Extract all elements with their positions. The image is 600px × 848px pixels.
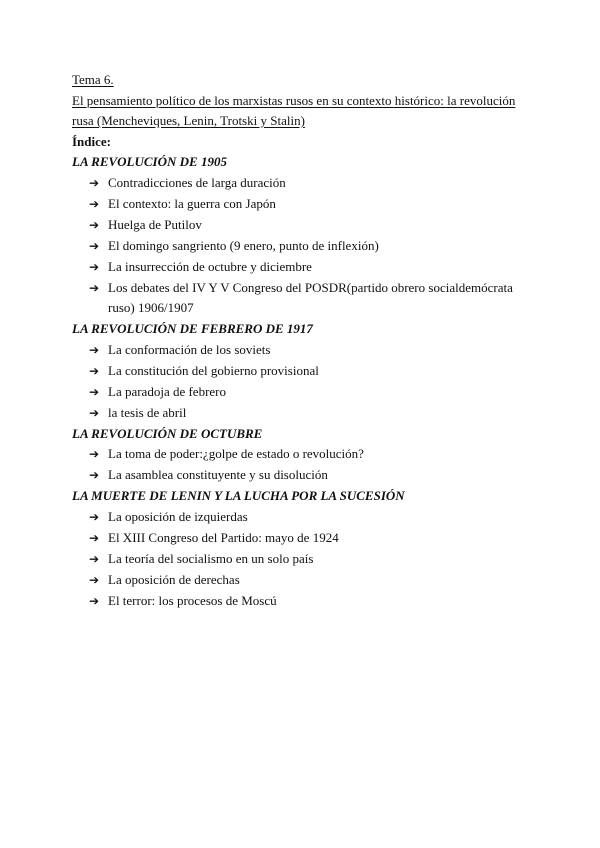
- section-title: LA REVOLUCIÓN DE 1905: [72, 154, 227, 169]
- document-heading: Tema 6.: [72, 72, 114, 87]
- list-item-text: El terror: los procesos de Moscú: [108, 592, 277, 608]
- index-label: Índice:: [72, 133, 111, 149]
- list-item: [89, 465, 532, 486]
- list-item: [89, 194, 532, 215]
- arrow-bullet-icon: ➔: [89, 551, 100, 566]
- list-item-text: La toma de poder:¿golpe de estado o revolución?: [108, 446, 364, 461]
- list-item: [89, 361, 532, 382]
- section-item-list: [72, 444, 532, 486]
- section-item-list: [72, 340, 532, 424]
- list-item-text: La paradoja de febrero: [108, 383, 227, 399]
- index-sections: [72, 152, 532, 611]
- list-item: [89, 173, 532, 194]
- section-item-list: [72, 173, 532, 319]
- section-title: LA MUERTE DE LENIN Y LA LUCHA POR LA SUCESIÓN: [72, 488, 405, 503]
- list-item-text: La asamblea constituyente y su disolución: [108, 467, 328, 482]
- section-title: LA REVOLUCIÓN DE OCTUBRE: [72, 425, 263, 441]
- arrow-bullet-icon: ➔: [89, 175, 100, 190]
- list-item-text: la tesis de abril: [108, 404, 187, 420]
- section-title: LA REVOLUCIÓN DE FEBRERO DE 1917: [72, 321, 313, 336]
- list-item: [89, 570, 532, 591]
- list-item: [89, 528, 532, 549]
- arrow-bullet-icon: ➔: [89, 384, 100, 399]
- arrow-bullet-icon: ➔: [89, 217, 100, 232]
- list-item: [89, 403, 532, 424]
- list-item-text: Contradicciones de larga duración: [108, 174, 286, 190]
- arrow-bullet-icon: ➔: [89, 509, 100, 524]
- list-item: [89, 215, 532, 236]
- list-item: [89, 444, 532, 465]
- section-item-list: [72, 507, 532, 612]
- document-page: [72, 70, 532, 612]
- arrow-bullet-icon: ➔: [89, 405, 100, 420]
- document-subtitle-line-2: rusa (Mencheviques, Lenin, Trotski y Stalin): [72, 113, 305, 128]
- list-item: [89, 340, 532, 361]
- list-item: [89, 382, 532, 403]
- list-item-text: Huelga de Putilov: [108, 216, 202, 232]
- arrow-bullet-icon: ➔: [89, 363, 100, 378]
- list-item-text: La teoría del socialismo en un solo país: [108, 550, 314, 566]
- arrow-bullet-icon: ➔: [89, 468, 100, 482]
- arrow-bullet-icon: ➔: [89, 259, 100, 274]
- arrow-bullet-icon: ➔: [89, 342, 100, 357]
- arrow-bullet-icon: ➔: [89, 280, 100, 295]
- arrow-bullet-icon: ➔: [89, 593, 100, 608]
- arrow-bullet-icon: ➔: [89, 572, 100, 587]
- arrow-bullet-icon: ➔: [89, 238, 100, 253]
- list-item-text: Los debates del IV Y V Congreso del POSDR(partido obrero socialdemócrata ruso) 1906/1907: [108, 279, 513, 315]
- list-item: [89, 549, 532, 570]
- list-item: [89, 257, 532, 278]
- list-item-text: La constitución del gobierno provisional: [108, 362, 319, 378]
- list-item: [89, 507, 532, 528]
- list-item: [89, 591, 532, 612]
- arrow-bullet-icon: ➔: [89, 447, 100, 461]
- list-item-text: El domingo sangriento (9 enero, punto de inflexión): [108, 237, 379, 253]
- list-item-text: El XIII Congreso del Partido: mayo de 1924: [108, 529, 339, 545]
- list-item: [89, 236, 532, 257]
- list-item-text: La oposición de derechas: [108, 571, 240, 587]
- list-item-text: La oposición de izquierdas: [108, 508, 248, 524]
- arrow-bullet-icon: ➔: [89, 196, 100, 211]
- list-item-text: La conformación de los soviets: [108, 341, 271, 357]
- list-item-text: El contexto: la guerra con Japón: [108, 195, 276, 211]
- list-item-text: La insurrección de octubre y diciembre: [108, 258, 312, 274]
- list-item: [89, 278, 532, 319]
- document-subtitle-line-1: El pensamiento político de los marxistas rusos en su contexto histórico: la revolución: [72, 92, 516, 108]
- arrow-bullet-icon: ➔: [89, 530, 100, 545]
